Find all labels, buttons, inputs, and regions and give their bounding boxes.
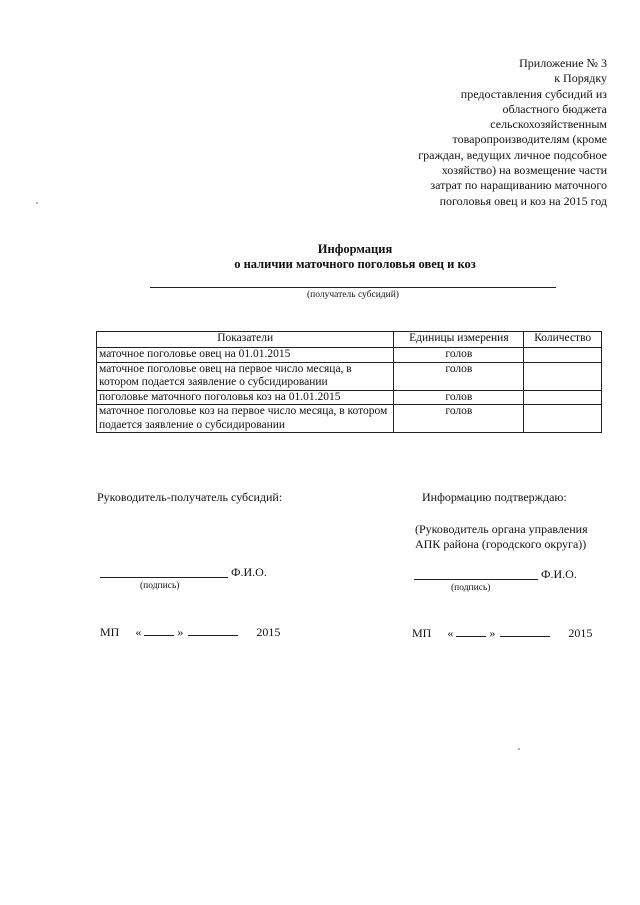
year-label: 2015 [568,626,593,640]
appendix-line: Приложение № 3 [519,56,607,70]
recipient-blank-line [150,287,556,288]
header-indicator: Показатели [97,332,394,348]
recipient-head-heading: Руководитель-получатель субсидий: [97,490,283,504]
appendix-line: граждан, ведущих личное подсобное [418,147,607,162]
appendix-line: товаропроизводителям (кроме [452,132,607,147]
confirmer-stamp-date-row [412,625,592,641]
quote-close: » [177,625,184,639]
unit-cell: голов [394,390,524,405]
appendix-line: к Порядку [554,71,607,86]
document-title: Информация [317,242,393,256]
stamp-place-label: МП [100,625,120,639]
table-row [97,362,602,390]
header-unit: Единицы измерения [394,332,524,348]
table-row [97,405,602,433]
appendix-line: хозяйство) на возмещение части [441,163,607,178]
quantity-cell [524,390,602,405]
indicators-table [96,331,602,433]
quantity-cell [524,362,602,390]
appendix-line: сельскохозяйственным [490,117,607,132]
indicator-cell: поголовье маточного поголовья коз на 01.01.2015 [97,390,394,405]
quote-open: « [135,625,142,639]
indicator-cell: маточное поголовье овец на первое число месяца, в котором подается заявление о субсидировании [97,362,394,390]
confirmation-heading: Информацию подтверждаю: [422,490,567,504]
month-blank [188,624,238,636]
recipient-fio-label: Ф.И.О. [231,565,267,579]
appendix-line: предоставления субсидий из [460,86,607,101]
header-quantity: Количество [524,332,602,348]
table-row [97,390,602,405]
table-header-row [97,332,602,348]
confirmer-role-line-2: АПК района (городского округа)) [415,537,587,551]
quote-close: » [489,626,496,640]
scan-speck [36,202,38,204]
quantity-cell [524,348,602,363]
recipient-signature-line [100,577,228,578]
confirmer-signature-line [414,579,538,580]
table-row [97,348,602,363]
confirmer-role-line-1: (Руководитель органа управления [415,522,588,536]
quantity-cell [524,405,602,433]
month-blank [500,625,550,637]
day-blank [144,624,174,636]
unit-cell: голов [394,348,524,363]
scan-speck [518,748,520,750]
recipient-caption: (получатель субсидий) [307,290,399,300]
confirmer-signature-caption: (подпись) [451,583,491,593]
unit-cell: голов [394,405,524,433]
recipient-stamp-date-row [100,624,280,640]
document-subtitle: о наличии маточного поголовья овец и коз [234,257,476,271]
confirmer-fio-label: Ф.И.О. [541,567,577,581]
indicator-cell: маточное поголовье овец на 01.01.2015 [97,348,394,363]
appendix-header [380,56,607,209]
day-blank [456,625,486,637]
stamp-place-label: МП [412,626,432,640]
appendix-line: областного бюджета [502,101,607,116]
year-label: 2015 [256,625,281,639]
appendix-line: поголовья овец и коз на 2015 год [439,193,607,208]
appendix-line: затрат по наращиванию маточного [430,178,607,193]
quote-open: « [447,626,454,640]
indicator-cell: маточное поголовье коз на первое число месяца, в котором подается заявление о субсидировании [97,405,394,433]
recipient-signature-caption: (подпись) [140,581,180,591]
unit-cell: голов [394,362,524,390]
